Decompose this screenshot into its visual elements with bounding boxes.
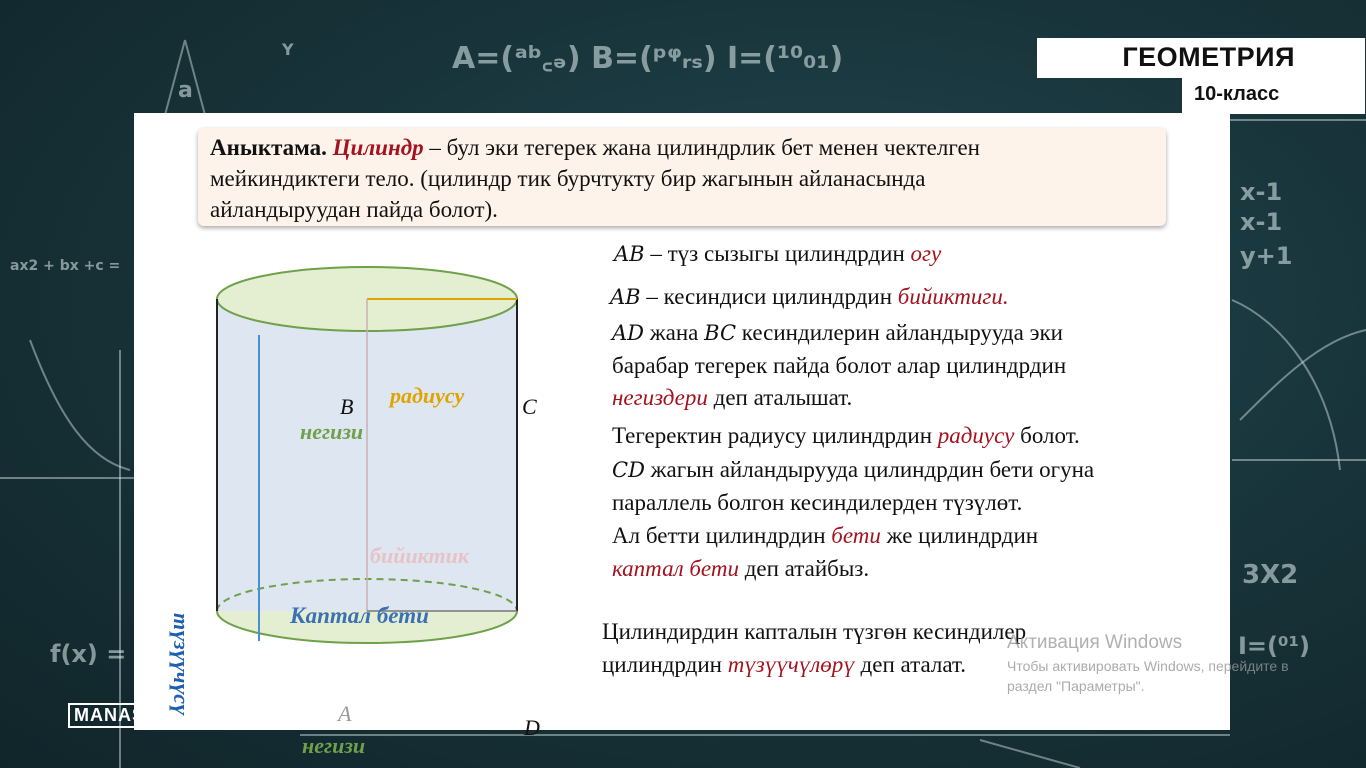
definition-line3: айландыруудан пайда болот). bbox=[210, 197, 498, 222]
chalk-y: Y bbox=[282, 40, 294, 59]
line-bases: негиздери деп аталышат. bbox=[612, 385, 853, 410]
cylinder-figure bbox=[169, 253, 544, 758]
cylinder-drawing bbox=[204, 253, 544, 653]
chalk-fx: f(x) = bbox=[50, 640, 127, 668]
chalk-matrix-a: A=(ᵃᵇ꜀ₔ) B=(ᵖᵠᵣₛ) I=(¹⁰₀₁) bbox=[452, 41, 844, 76]
line-height: AB – кесиндиси цилиндрдин бийиктиги. bbox=[610, 284, 1009, 309]
label-B: B bbox=[340, 394, 354, 419]
definition-line1: – бул эки тегерек жана цилиндрлик бет менен чектелген bbox=[423, 135, 980, 160]
chalk-y1: y+1 bbox=[1240, 242, 1293, 270]
label-radius: радиусу bbox=[390, 383, 465, 408]
chalk-i: I=(⁰¹) bbox=[1238, 632, 1310, 660]
line-segments: AD жана BC кесиндилерин айландырууда эки bbox=[612, 320, 1063, 345]
line-generatrix-2: цилиндрдин түзүүчүлөрү деп аталат. bbox=[602, 652, 967, 677]
line-cd: CD жагын айландырууда цилиндрдин бети огуна bbox=[612, 457, 1095, 482]
chalk-x2: x-1 bbox=[1240, 208, 1283, 236]
line-surface: Ал бетти цилиндрдин бети же цилиндрдин bbox=[612, 523, 1039, 548]
label-height: бийиктик bbox=[370, 543, 470, 568]
label-D: D bbox=[524, 715, 540, 740]
grade-banner bbox=[1182, 78, 1365, 114]
definition-box bbox=[198, 128, 1166, 226]
definition-word: Цилиндр bbox=[332, 135, 424, 160]
line-axis: AB – түз сызыгы цилиндрдин огу bbox=[614, 241, 942, 266]
windows-activation-title: Активация Windows bbox=[1007, 632, 1183, 653]
line-lateral: каптал бети деп атайбыз. bbox=[612, 556, 870, 581]
subject-title: ГЕОМЕТРИЯ bbox=[1122, 42, 1295, 72]
chalk-x1: x-1 bbox=[1240, 178, 1283, 206]
line-generatrix-1: Цилиндирдин капталын түзгөн кесиндилер bbox=[602, 619, 1027, 644]
label-base-top: негизи bbox=[300, 419, 364, 444]
definition-line2: мейкиндиктеги тело. (цилиндр тик бурчтукту бир жагынын айланасында bbox=[210, 166, 926, 191]
label-A: A bbox=[338, 701, 352, 726]
definition-term: Аныктама. bbox=[210, 135, 327, 160]
subject-banner bbox=[1037, 38, 1365, 78]
windows-activation-text: Чтобы активировать Windows, перейдите в раздел "Параметры". bbox=[1007, 658, 1289, 694]
chalk-a: a bbox=[178, 78, 193, 103]
line-radius: Тегеректин радиусу цилиндрдин радиусу болот. bbox=[612, 423, 1080, 448]
grade-label: 10-класс bbox=[1194, 83, 1280, 105]
label-C: C bbox=[522, 394, 537, 419]
line-circles: барабар тегерек пайда болот алар цилиндрдин bbox=[612, 353, 1067, 378]
label-lateral: Каптал бети bbox=[290, 603, 429, 628]
chalk-3x2: 3X2 bbox=[1242, 560, 1299, 590]
label-generatrix: түзүүчүсү bbox=[169, 613, 194, 716]
manas-logo: MANAS bbox=[68, 703, 151, 728]
line-parallel: параллель болгон кесиндилерден түзүлөт. bbox=[612, 490, 1023, 515]
label-base-bottom: негизи bbox=[302, 733, 366, 758]
chalk-quadratic: ax2 + bx +c = bbox=[10, 258, 121, 274]
